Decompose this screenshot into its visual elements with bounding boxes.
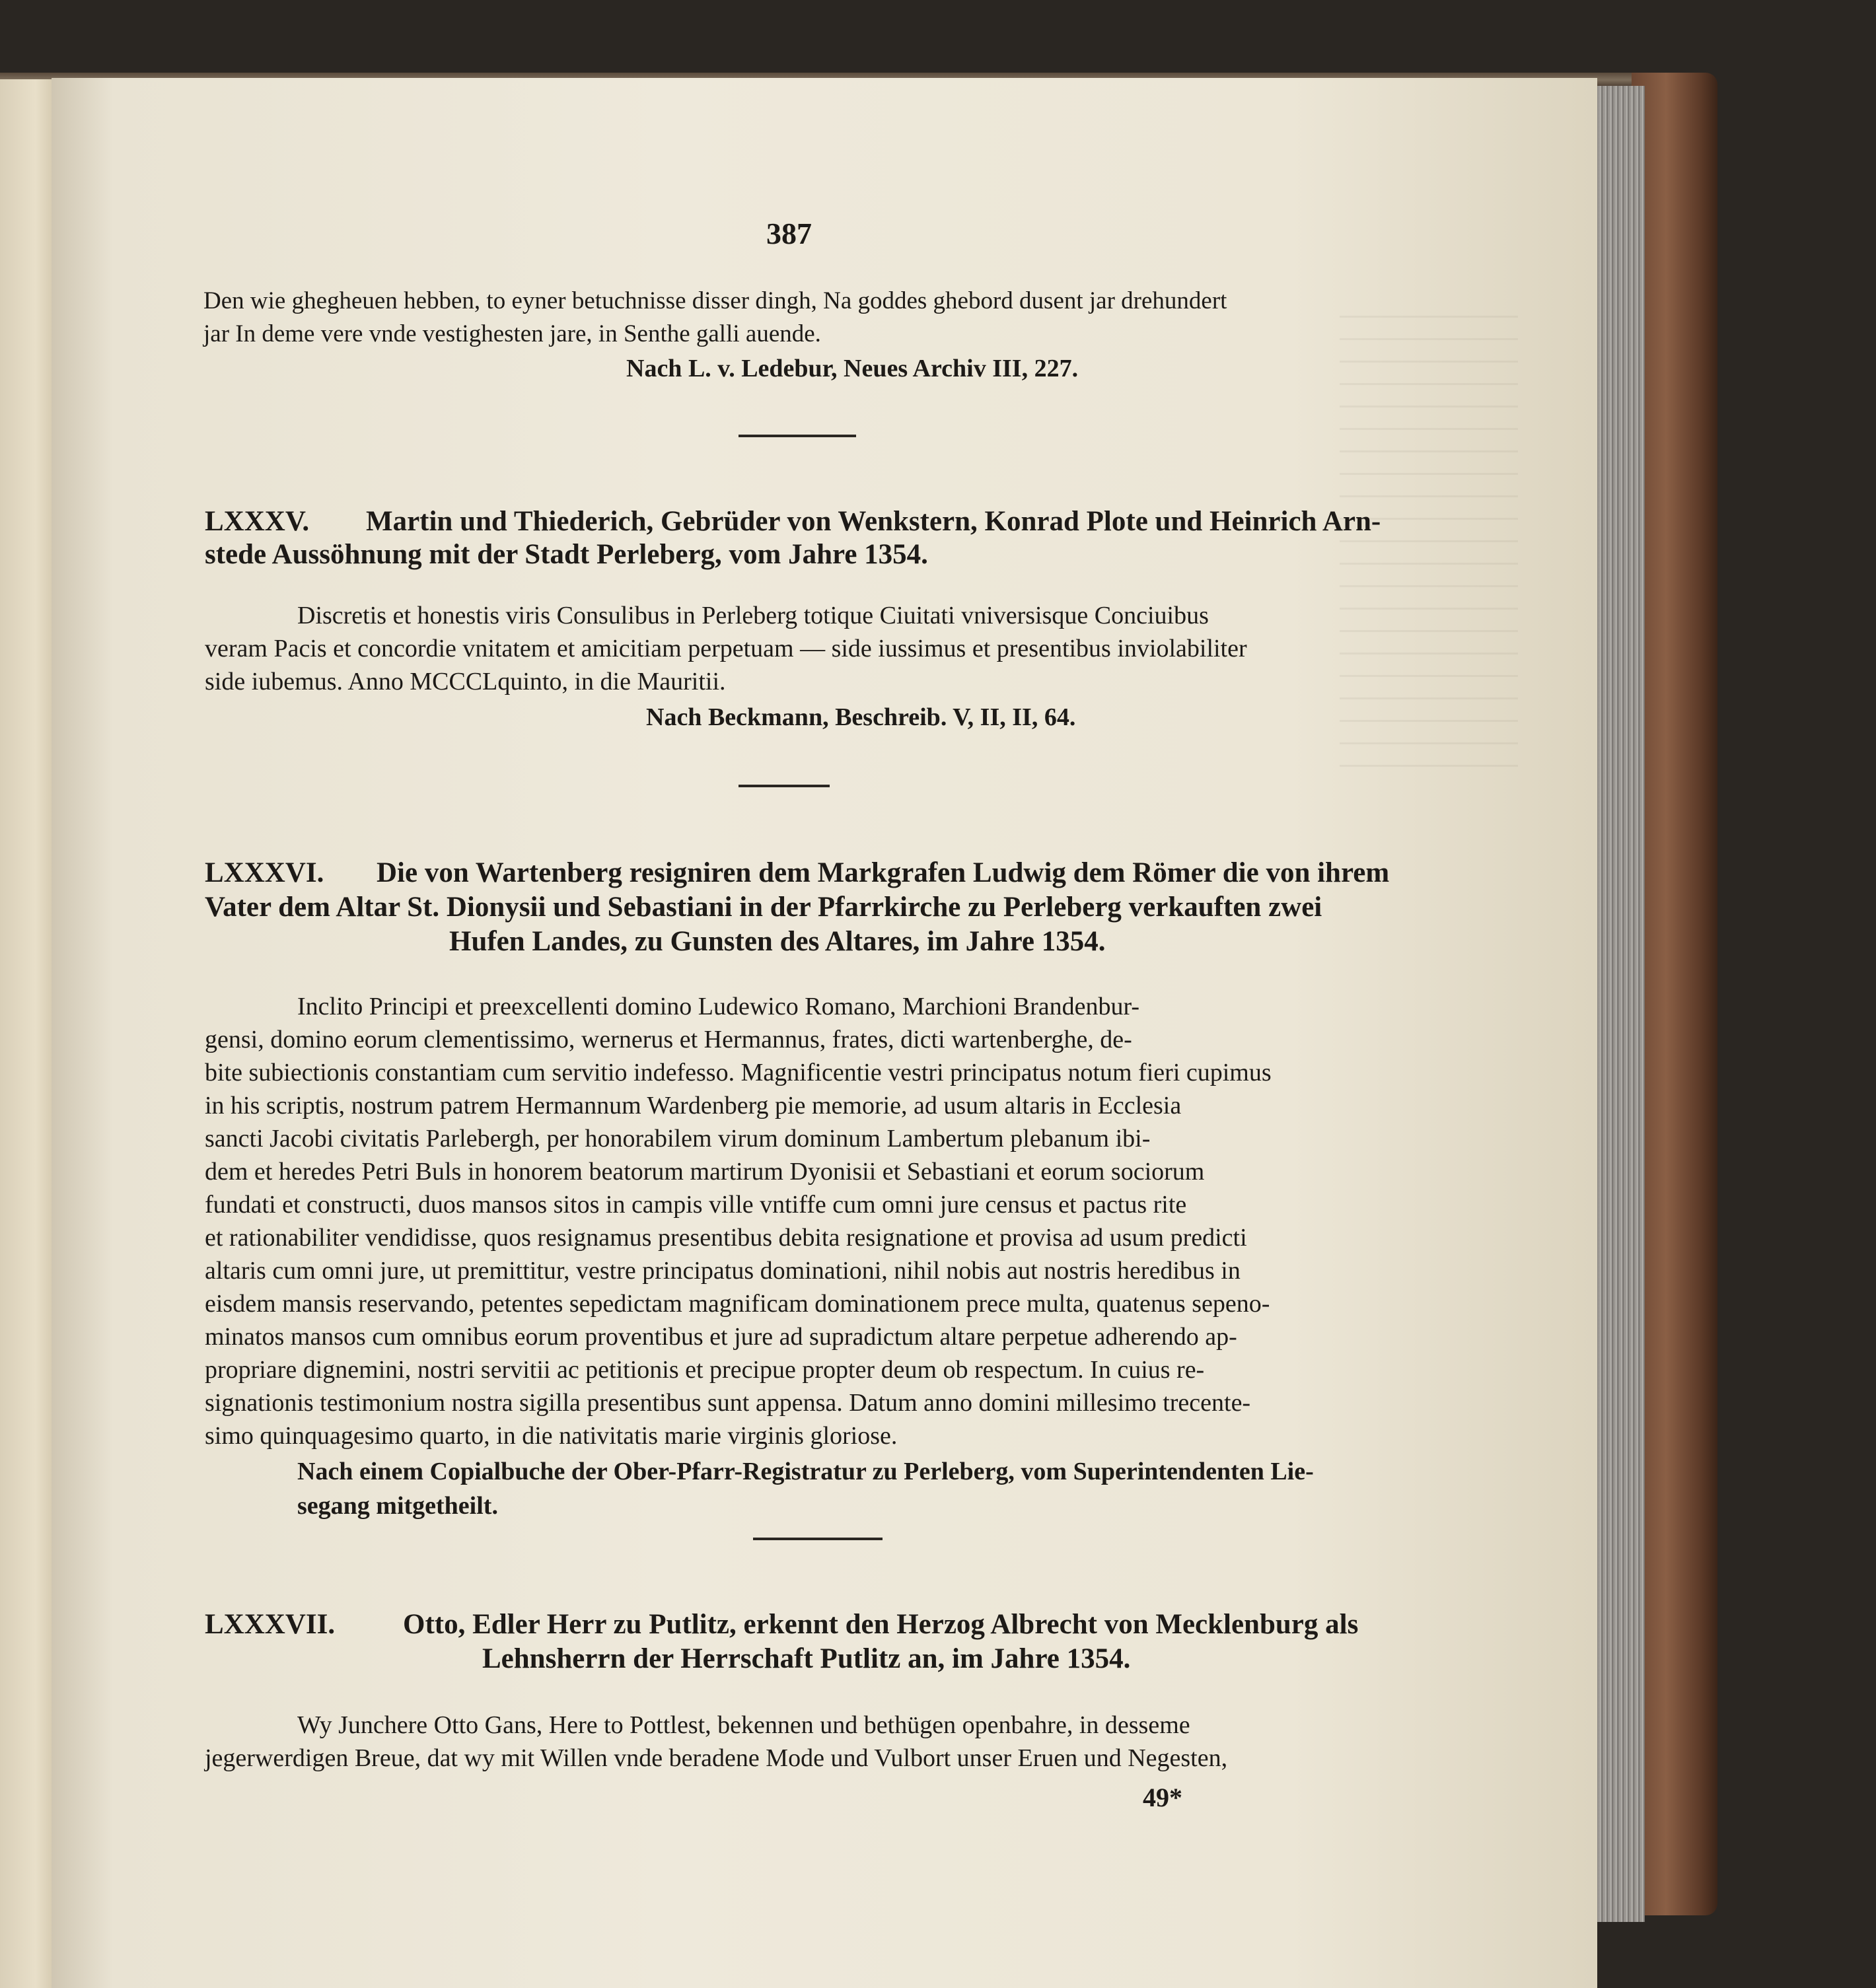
intro-line-1: Den wie ghegheuen hebben, to eyner betuchnisse disser dingh, Na goddes ghebord dusent jar drehundert	[203, 287, 1227, 314]
lxxxv-source-citation: Nach Beckmann, Beschreib. V, II, II, 64.	[646, 703, 1076, 731]
section-title-lxxxvi-line-2: Vater dem Altar St. Dionysii und Sebastiani in der Pfarrkirche zu Perleberg verkauften zwei	[205, 892, 1322, 923]
section-title-lxxxvii-line-1: Otto, Edler Herr zu Putlitz, erkennt den Herzog Albrecht von Mecklenburg als	[403, 1609, 1359, 1640]
lxxxvi-body-line-6: dem et heredes Petri Buls in honorem beatorum martirum Dyonisii et Sebastiani et eorum sociorum	[205, 1158, 1205, 1186]
lxxxvi-body-line-3: bite subiectionis constantiam cum servitio indefesso. Magnificentie vestri principatus notum fieri cupimus	[205, 1059, 1272, 1086]
lxxxvi-body-line-7: fundati et constructi, duos mansos sitos in campis ville vntiffe cum omni jure census et pactus rite	[205, 1191, 1187, 1219]
intro-source-citation: Nach L. v. Ledebur, Neues Archiv III, 227.	[626, 355, 1079, 382]
section-title-lxxxv-line-2: stede Aussöhnung mit der Stadt Perleberg, vom Jahre 1354.	[205, 539, 928, 570]
section-title-lxxxvi-line-1: Die von Wartenberg resigniren dem Markgrafen Ludwig dem Römer die von ihrem	[377, 857, 1390, 888]
bleed-through-texture	[1340, 316, 1518, 778]
lxxxvi-body-line-4: in his scriptis, nostrum patrem Hermannum Wardenberg pie memorie, ad usum altaris in Ecclesia	[205, 1092, 1182, 1119]
left-page-edge	[0, 79, 59, 1988]
lxxxvi-body-line-9: altaris cum omni jure, ut premittitur, vestre principatus dominationi, nihil nobis aut nostris heredibus in	[205, 1257, 1241, 1285]
section-title-lxxxvi-line-3: Hufen Landes, zu Gunsten des Altares, im Jahre 1354.	[449, 926, 1106, 957]
section-title-lxxxvii-line-2: Lehnsherrn der Herrschaft Putlitz an, im Jahre 1354.	[482, 1643, 1131, 1674]
section-numeral-lxxxv: LXXXV.	[205, 506, 310, 537]
lxxxvii-body-line-1: Wy Junchere Otto Gans, Here to Pottlest, bekennen und bethügen openbahre, in desseme	[297, 1711, 1190, 1739]
intro-line-2: jar In deme vere vnde vestighesten jare, in Senthe galli auende.	[203, 320, 821, 347]
lxxxv-body-line-2: veram Pacis et concordie vnitatem et amicitiam perpetuam — side iussimus et presentibus inviolabiliter	[205, 635, 1247, 662]
book-page	[52, 78, 1597, 1988]
section-divider	[753, 1538, 883, 1540]
lxxxvi-body-line-11: minatos mansos cum omnibus eorum proventibus et jure ad supradictum altare perpetue adherendo ap-	[205, 1323, 1237, 1351]
page-number: 387	[766, 217, 812, 250]
section-divider	[739, 785, 830, 787]
lxxxvi-body-line-1: Inclito Principi et preexcellenti domino Ludewico Romano, Marchioni Brandenbur-	[297, 993, 1140, 1020]
lxxxv-body-line-1: Discretis et honestis viris Consulibus in Perleberg totique Ciuitati vniversisque Conciuibus	[297, 602, 1209, 629]
lxxxvi-body-line-14: simo quinquagesimo quarto, in die nativitatis marie virginis gloriose.	[205, 1422, 898, 1450]
lxxxvi-body-line-10: eisdem mansis reservando, petentes sepedictam magnificam dominationem prece multa, quatenus sepeno-	[205, 1290, 1270, 1318]
lxxxvi-body-line-5: sancti Jacobi civitatis Parlebergh, per honorabilem virum dominum Lambertum plebanum ibi-	[205, 1125, 1151, 1153]
lxxxvi-body-line-2: gensi, domino eorum clementissimo, wernerus et Hermannus, frates, dicti wartenberghe, de-	[205, 1026, 1132, 1053]
lxxxvi-body-line-8: et rationabiliter vendidisse, quos resignamus presentibus debita resignatione et provisa ad usum predicti	[205, 1224, 1247, 1252]
printers-signature-mark: 49*	[1143, 1783, 1182, 1812]
lxxxvii-body-line-2: jegerwerdigen Breue, dat wy mit Willen vnde beradene Mode und Vulbort unser Eruen und Negesten,	[205, 1744, 1228, 1772]
section-title-lxxxv-line-1: Martin und Thiederich, Gebrüder von Wenkstern, Konrad Plote und Heinrich Arn-	[366, 506, 1381, 537]
lxxxvi-source-line-2: segang mitgetheilt.	[297, 1492, 498, 1520]
section-numeral-lxxxvii: LXXXVII.	[205, 1609, 336, 1640]
lxxxvi-source-line-1: Nach einem Copialbuche der Ober-Pfarr-Registratur zu Perleberg, vom Superintendenten Lie-	[297, 1458, 1314, 1485]
lxxxvi-body-line-13: signationis testimonium nostra sigilla presentibus sunt appensa. Datum anno domini millesimo trecente-	[205, 1389, 1251, 1417]
lxxxv-body-line-3: side iubemus. Anno MCCCLquinto, in die Mauritii.	[205, 668, 726, 695]
section-numeral-lxxxvi: LXXXVI.	[205, 857, 324, 888]
section-divider	[739, 435, 856, 437]
lxxxvi-body-line-12: propriare dignemini, nostri servitii ac petitionis et precipue propter deum ob respectum. In cuius re-	[205, 1356, 1205, 1384]
